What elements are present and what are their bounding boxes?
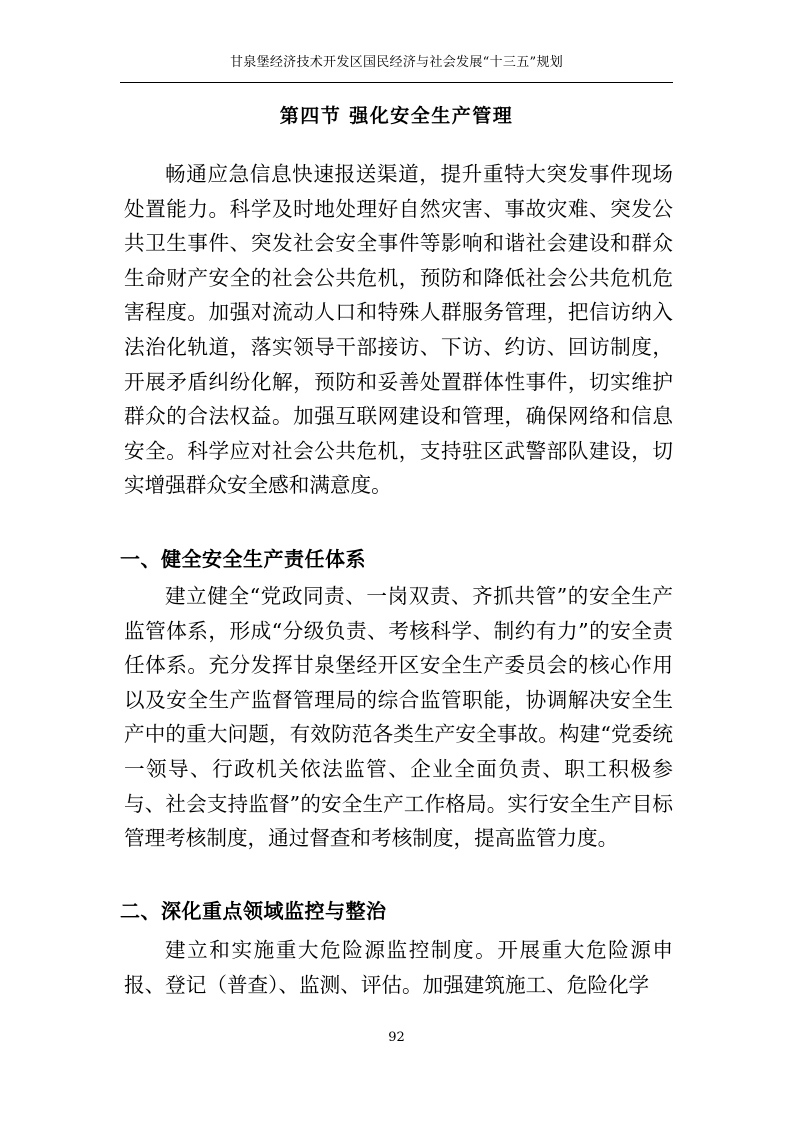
subsection-heading-1: 一、健全安全生产责任体系 [120,547,366,571]
intro-paragraph: 畅通应急信息快速报送渠道，提升重特大突发事件现场处置能力。科学及时地处理好自然灾害、事故灾难、突发公共卫生事件、突发社会安全事件等影响和谐社会建设和群众生命财产安全的社会公共危机，预防和降低社会公共危机危害程度。加强对流动人口和特殊人群服务管理，把信访纳入法治化轨道，落实领导干部接访、下访、约访、回访制度，开展矛盾纠纷化解，预防和妥善处置群体性事件，切实维护群众的合法权益。加强互联网建设和管理，确保网络和信息安全。科学应对社会公共危机，支持驻区武警部队建设，切实增强群众安全感和满意度。 [124,162,673,498]
running-header: 甘泉堡经济技术开发区国民经济与社会发展“十三五”规划 [229,55,564,70]
page-number: 92 [388,1030,405,1045]
subsection-body-1: 建立健全“党政同责、一岗双责、齐抓共管”的安全生产监管体系，形成“分级负责、考核科学、制约有力”的安全责任体系。充分发挥甘泉堡经开区安全生产委员会的核心作用以及安全生产监督管理局的综合监管职能，协调解决安全生产中的重大问题，有效防范各类生产安全事故。构建“党委统一领导、行政机关依法监管、企业全面负责、职工积极参与、社会支持监督”的安全生产工作格局。实行安全生产目标管理考核制度，通过督查和考核制度，提高监管力度。 [124,584,673,851]
section-title: 第四节 强化安全生产管理 [279,105,514,127]
subsection-heading-2: 二、深化重点领域监控与整治 [120,899,387,923]
header-rule [120,82,673,83]
subsection-body-2: 建立和实施重大危险源监控制度。开展重大危险源申报、登记（普查）、监测、评估。加强建筑施工、危险化学 [124,938,673,997]
